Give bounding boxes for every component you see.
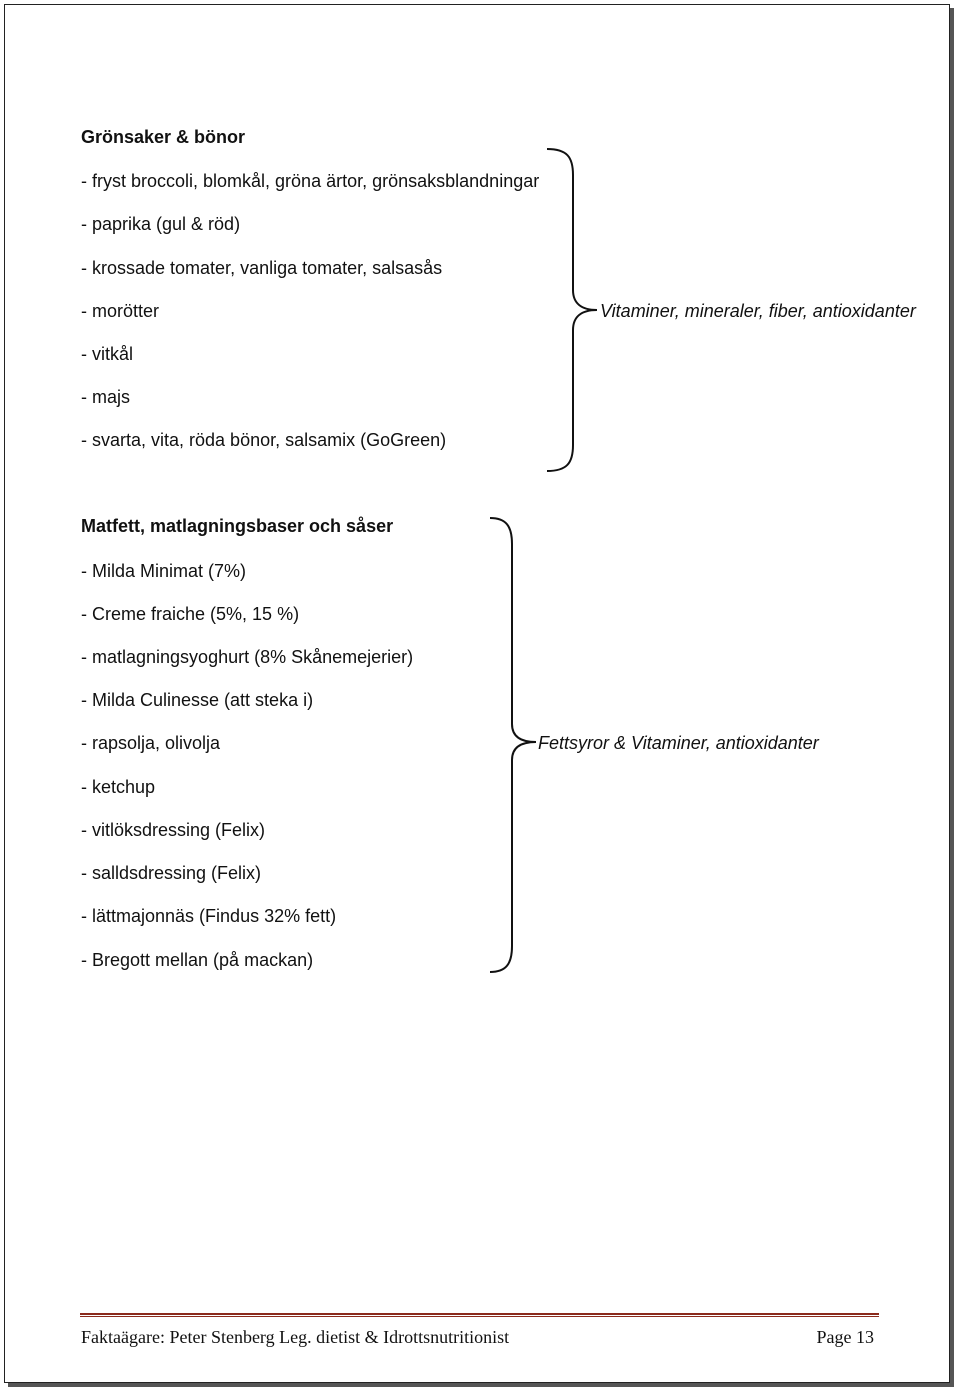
list-item [81,820,265,840]
list-item-text: - ketchup [81,777,156,797]
list-item [81,301,159,321]
footer-page-number: Page 13 [816,1327,874,1347]
list-item [81,690,313,710]
list-item-text: - salldsdressing (Felix) [81,863,262,883]
list-item-text: - majs [81,387,130,407]
list-item-text: - vitlöksdressing (Felix) [81,820,266,840]
section-fats-sauces [81,516,393,536]
list-item [81,647,413,667]
list-item [81,387,130,407]
list-item-text: - svarta, vita, röda bönor, salsamix (GoGreen) [81,430,447,450]
brace-label-fatty-acids: Fettsyror & Vitaminer, antioxidanter [538,733,819,753]
list-item [81,171,539,191]
list-item-text: - Milda Minimat (7%) [81,561,247,581]
list-item-text: - Milda Culinesse (att steka i) [81,690,314,710]
section-heading: Grönsaker & bönor [81,127,246,147]
list-item [81,214,240,234]
brace-label-vitamins: Vitaminer, mineraler, fiber, antioxidanter [600,301,916,321]
list-item [81,604,299,624]
list-item [81,733,220,753]
list-item-text: - Bregott mellan (på mackan) [81,950,314,970]
list-item-text: - rapsolja, olivolja [81,733,221,753]
list-item [81,906,336,926]
section-vegetables [81,127,245,147]
footer-author: Faktaägare: Peter Stenberg Leg. dietist & Idrottsnutritionist [81,1327,510,1347]
section-heading: Matfett, matlagningsbaser och såser [81,516,394,536]
list-item [81,863,261,883]
list-item-text: - vitkål [81,344,134,364]
list-item-text: - Creme fraiche (5%, 15 %) [81,604,300,624]
list-item-text: - matlagningsyoghurt (8% Skånemejerier) [81,647,414,667]
list-item [81,561,246,581]
list-item [81,258,442,278]
list-item [81,950,313,970]
list-item-text: - fryst broccoli, blomkål, gröna ärtor, grönsaksblandningar [81,171,540,191]
list-item-text: - lättmajonnäs (Findus 32% fett) [81,906,337,926]
footer-divider [80,1313,879,1317]
list-item [81,777,155,797]
list-item [81,344,133,364]
list-item-text: - krossade tomater, vanliga tomater, salsasås [81,258,443,278]
list-item-text: - morötter [81,301,160,321]
list-item-text: - paprika (gul & röd) [81,214,241,234]
curly-brace-icon [545,145,605,475]
list-item [81,430,446,450]
